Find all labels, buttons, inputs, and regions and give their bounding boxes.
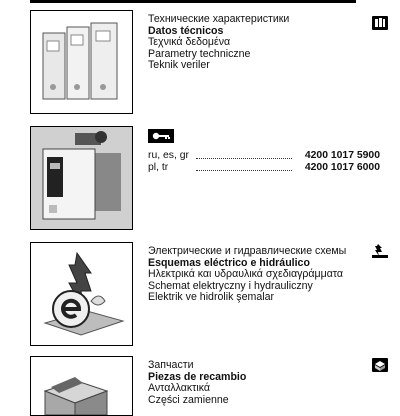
top-rule: [30, 0, 356, 3]
title-line-es: Datos técnicos: [148, 24, 224, 37]
section-order-codes: [30, 126, 380, 230]
schemes-titles: [148, 246, 358, 304]
parts-box-illustration: [31, 357, 132, 415]
order-number: 4200 1017 6000: [304, 162, 380, 173]
title-line-gr: Ανταλλακτικά: [148, 382, 211, 395]
key-icon: [148, 129, 174, 143]
order-code-list: [148, 150, 380, 174]
section-technical-data: [30, 10, 356, 114]
language-codes: pl, tr: [148, 162, 169, 173]
section-spare-parts: [30, 356, 356, 416]
order-code-row: [148, 150, 380, 162]
boiler-illustration: [31, 127, 132, 229]
order-number: 4200 1017 5900: [304, 150, 380, 161]
title-line-tr: Elektrik ve hidrolik şemalar: [148, 291, 274, 304]
order-code-row: [148, 162, 380, 174]
schemes-thumbnail: [30, 242, 133, 346]
technical-data-titles: [148, 14, 358, 72]
binders-thumbnail: [30, 10, 133, 114]
spare-parts-titles: [148, 360, 358, 406]
title-line-ru: Электрические и гидравлические схемы: [148, 245, 347, 257]
title-line-es: Esquemas eléctrico e hidráulico: [148, 256, 310, 269]
title-line-ru: Запчасти: [148, 359, 194, 371]
title-line-gr: Ηλεκτρικά και υδραυλικά σχεδιαγράμματα: [148, 268, 344, 281]
binders-illustration: [31, 11, 132, 113]
title-line-pl: Parametry techniczne: [148, 47, 251, 60]
spare-parts-thumbnail: [30, 356, 133, 416]
dot-leader: [196, 170, 292, 171]
boiler-thumbnail: [30, 126, 133, 230]
title-line-es: Piezas de recambio: [148, 370, 247, 383]
spare-parts-icon: [372, 358, 388, 372]
dot-leader: [196, 158, 292, 159]
title-line-pl: Części zamienne: [148, 393, 229, 406]
section-schemes: [30, 242, 356, 346]
electric-water-illustration: [31, 243, 132, 345]
title-line-pl: Schemat elektryczny i hydrauliczny: [148, 279, 313, 292]
title-line-gr: Τεχνικά δεδομένα: [148, 36, 231, 49]
electrical-hydraulic-icon: [372, 244, 388, 258]
title-line-tr: Teknik veriler: [148, 59, 210, 72]
title-line-ru: Технические характеристики: [148, 13, 290, 25]
binder-book-icon: [372, 16, 388, 30]
language-codes: ru, es, gr: [148, 150, 189, 161]
